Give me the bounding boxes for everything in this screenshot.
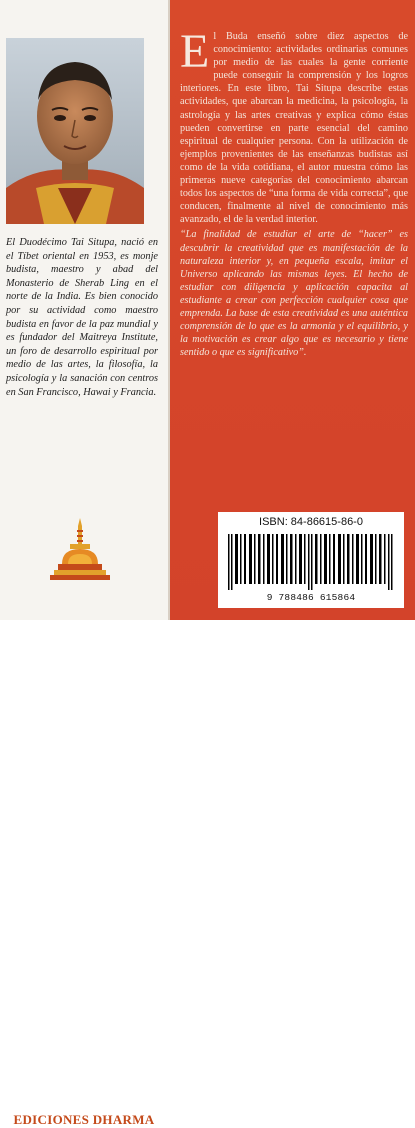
publisher-name: EDICIONES DHARMA: [13, 1112, 155, 1127]
author-bio: El Duodécimo Tai Situpa, nació en el Tíbet oriental en 1953, es monje budista, maestro y abad del Monasterio de Sherab Ling en el norte de la India. Es bien conocido por su actividad como maestro budista en favor de la paz mundial y es fundador del Maitreya Institute, un foro de desarrollo espiritual por medio de las artes, la filosofía, la psicología y la sanación con centros en San Francisco, Hawai y Francia.: [6, 237, 158, 398]
barcode-box: [218, 512, 404, 608]
description-body: l Buda enseñó sobre diez aspectos de conocimiento: actividades ordinarias comunes por medio de las cuales la gente corriente puede conseguir la comprensión y los logros interiores. En este libro, Tai Situpa describe estas actividades, que abarcan la medicina, la psicología, la astrología y las artes creativas y explica cómo éstas pueden convertirse en parte esencial del camino espiritual de cualquier persona. Con la utilización de ejemplos provenientes de las enseñanzas budistas así como de la vida cotidiana, el autor muestra cómo las primeras nueve categorías del conocimiento abarcan todos los aspectos de “una forma de vida correcta”, que conducen, finalmente al nivel de conocimiento más avanzado, el de la verdad interior.: [180, 31, 408, 226]
description-panel: [170, 0, 415, 620]
quote-text: “La finalidad de estudiar el arte de “hacer” es descubrir la creatividad que es manifestación de la naturaleza interior y, en pequeña escala, imitar el Universo aplicando las mismas leyes. El hecho de estudiar con diligencia y aplicación capacita al estudiante a crear con perfección cualquier cosa que emprenda. La base de esta creatividad es una auténtica comprensión de lo que es la armonía y el equilibrio, y la motivación es crear algo que es necesario y tiene sentido o que es significativo”.: [180, 229, 408, 359]
drop-cap: E: [180, 25, 210, 78]
author-portrait-image: [6, 38, 144, 224]
barcode-image: [224, 534, 398, 590]
barcode-digits: 9 788486 615864: [266, 592, 356, 603]
description-text: [180, 25, 408, 359]
publisher-logo: [0, 516, 168, 1127]
isbn-label: ISBN: 84-86615-86-0: [259, 516, 363, 528]
stupa-icon: [48, 516, 112, 594]
left-column: [0, 0, 170, 1127]
author-photo: [6, 38, 144, 224]
